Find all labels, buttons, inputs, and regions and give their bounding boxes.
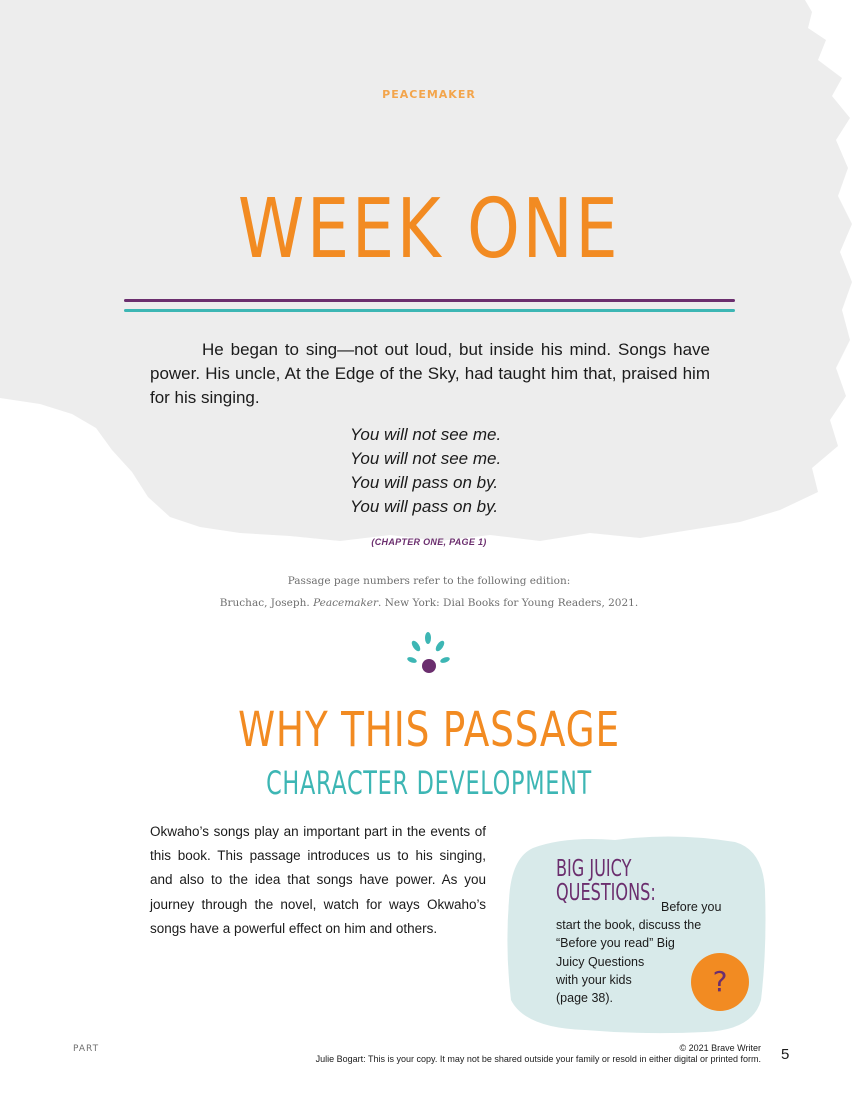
passage-text: He began to sing—not out loud, but inside his mind. Songs have power. His uncle, At the Edge of the Sky, had taught him that, praised him for his singing. <box>150 340 710 407</box>
copyright-text: © 2021 Brave Writer <box>679 1043 761 1053</box>
verse-line: You will pass on by. <box>350 497 499 516</box>
footer-section-label: PART <box>73 1044 100 1054</box>
license-text: Julie Bogart: This is your copy. It may not be shared outside your family or resold in either digital or printed form. <box>315 1054 761 1064</box>
callout-heading-line1: BIG JUICY <box>556 856 632 882</box>
page-number: 5 <box>781 1046 790 1063</box>
edition-author: Bruchac, Joseph. <box>219 597 310 609</box>
edition-publisher: . New York: Dial Books for Young Readers, 2021. <box>378 597 639 609</box>
teal-divider <box>124 309 735 312</box>
purple-divider <box>124 299 735 302</box>
section-subtitle: CHARACTER DEVELOPMENT <box>266 764 592 802</box>
verse-line: You will not see me. <box>350 425 502 444</box>
edition-note-line1: Passage page numbers refer to the following edition: <box>287 575 571 587</box>
callout-line: “Before you read” Big <box>556 936 675 951</box>
flower-ornament-icon <box>404 628 454 678</box>
running-head: PEACEMAKER <box>382 88 476 101</box>
callout-heading-line2: QUESTIONS: <box>556 880 656 906</box>
footer-copyright <box>316 1043 761 1065</box>
edition-note <box>0 570 858 614</box>
verse <box>350 423 501 519</box>
question-mark-icon: ? <box>691 953 749 1011</box>
callout-line: Before you <box>661 900 722 914</box>
section-body: Okwaho’s songs play an important part in the events of this book. This passage introduces us to his singing, and also to the idea that songs have power. As you journey through the novel, watch for ways Okwaho’s songs have a powerful effect on him and others. <box>150 824 486 936</box>
callout-line: with your kids <box>556 972 632 987</box>
section-title: WHY THIS PASSAGE <box>238 702 620 758</box>
page-title: WEEK ONE <box>237 182 621 277</box>
callout-line: Juicy Questions <box>556 954 645 969</box>
callout-line: start the book, discuss the <box>556 918 702 933</box>
edition-note-line2 <box>0 592 858 614</box>
verse-line: You will pass on by. <box>350 473 499 492</box>
edition-book-title: Peacemaker <box>313 597 379 609</box>
verse-line: You will not see me. <box>350 449 502 468</box>
callout-line: (page 38). <box>556 991 613 1006</box>
passage-citation: (CHAPTER ONE, PAGE 1) <box>371 537 487 547</box>
